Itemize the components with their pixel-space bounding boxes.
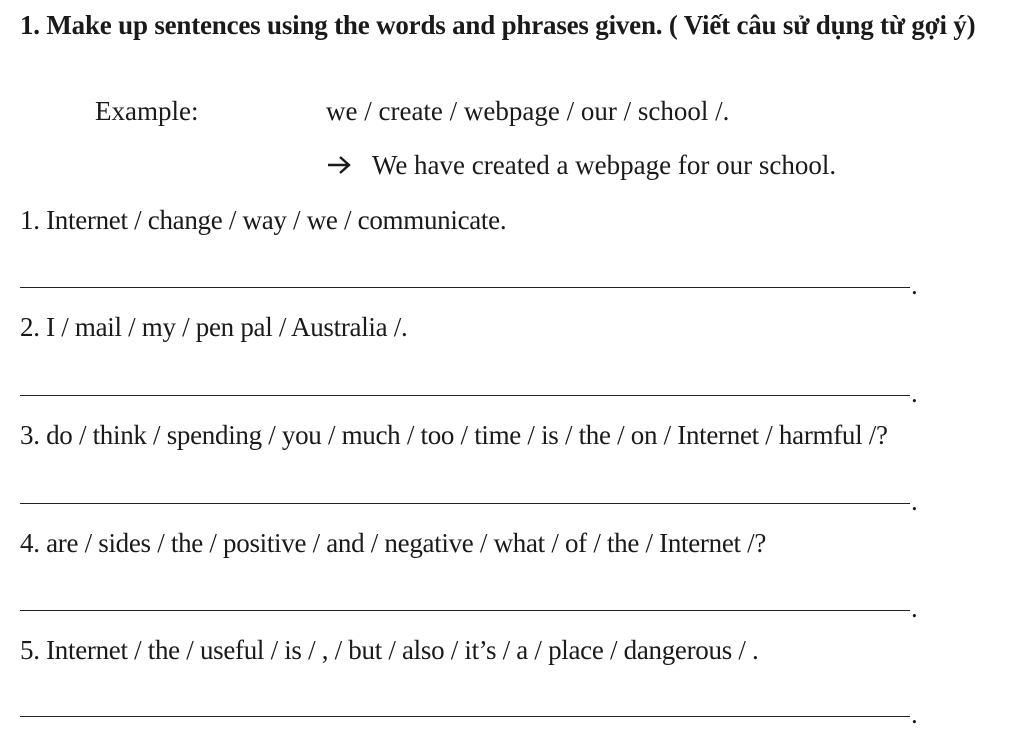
question-2: 2. I / mail / my / pen pal / Australia /. (20, 312, 408, 342)
answer-line-3[interactable] (20, 503, 910, 504)
answer-line-1-dot: . (911, 270, 918, 300)
example-prompt: we / create / webpage / our / school /. (326, 96, 730, 126)
answer-line-4-dot: . (911, 593, 918, 623)
exercise-heading: 1. Make up sentences using the words and phrases given. ( Viết câu sử dụng từ gợi ý) (20, 10, 976, 40)
answer-line-5-dot: . (911, 699, 918, 729)
example-answer-row (326, 148, 836, 182)
answer-line-5[interactable] (20, 716, 910, 717)
example-answer: We have created a webpage for our school. (372, 150, 837, 180)
question-5: 5. Internet / the / useful / is / , / but / also / it’s / a / place / dangerous / . (20, 635, 759, 665)
answer-line-2-dot: . (911, 378, 918, 408)
answer-line-4[interactable] (20, 610, 910, 611)
answer-line-2[interactable] (20, 395, 910, 396)
question-1: 1. Internet / change / way / we / communicate. (20, 205, 507, 235)
arrow-right-icon (326, 155, 352, 175)
example-label: Example: (95, 96, 199, 126)
question-4: 4. are / sides / the / positive / and / negative / what / of / the / Internet /? (20, 528, 767, 558)
answer-line-1[interactable] (20, 287, 910, 288)
answer-line-3-dot: . (911, 486, 918, 516)
question-3: 3. do / think / spending / you / much / too / time / is / the / on / Internet / harmful /? (20, 420, 888, 450)
